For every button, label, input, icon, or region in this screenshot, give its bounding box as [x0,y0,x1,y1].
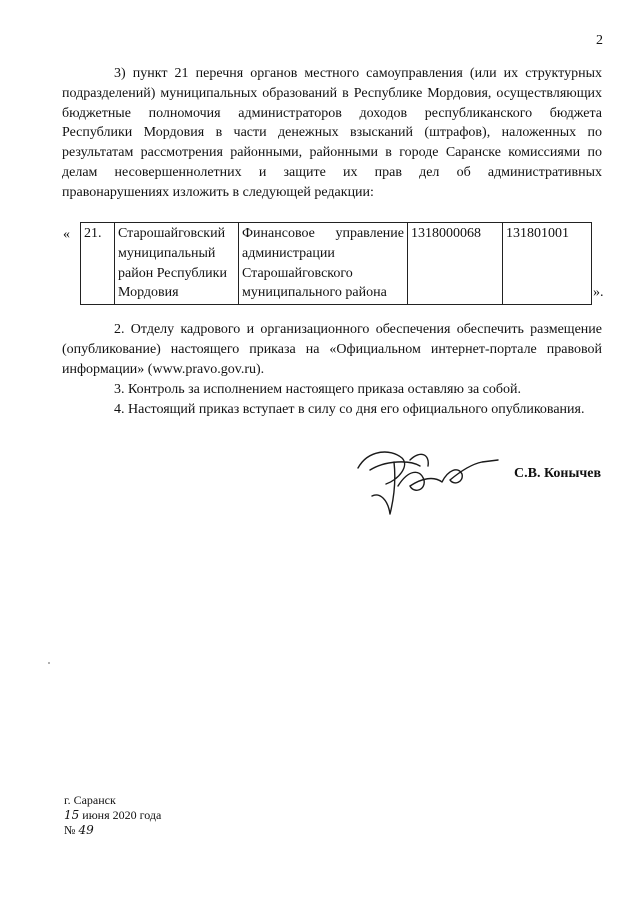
footer-number-label: № [64,823,79,837]
item-4: 4. Настоящий приказ вступает в силу со дня его официального опубликования. [114,402,585,417]
row-number-cell: 21. [81,223,115,305]
quote-open: « [63,227,70,242]
code-1-cell: 1318000068 [408,223,503,305]
quote-close: ». [593,285,604,300]
footer-date [64,808,161,823]
table-row [81,223,592,305]
amendment-table [80,222,592,305]
item-2: 2. Отделу кадрового и организационного обеспечения обеспечить размещение (опубликование) настоящего приказа на «Официальном интернет-портале правовой информации» (www.pravo.gov.ru). [62,322,602,377]
municipality-cell: Старошайговский муниципальный район Республики Мордовия [115,223,239,305]
organization-cell: Финансовое управление администрации Старошайговского муниципального района [239,223,408,305]
signer-name: С.В. Конычев [514,466,602,481]
scan-speck [48,662,50,664]
footer-city: г. Саранск [64,793,116,807]
footer-date-rest: июня 2020 года [79,808,162,822]
footer-number-value: 49 [78,823,94,837]
page-number: 2 [596,33,603,48]
handwritten-signature [350,440,500,515]
paragraph-3: 3) пункт 21 перечня органов местного самоуправления (или их структурных подразделений) муниципальных образований в Республике Мордовия, осуществляющих бюджетные полномочия администраторов доходов республиканского бюджета Республики Мордовия в части денежных взысканий (штрафов), наложенных по результатам рассмотрения районными, районными в городе Саранске комиссиями по делам несовершеннолетних и защите их прав дел об административных правонарушениях изложить в следующей редакции: [62,66,602,200]
code-2-cell: 131801001 [503,223,592,305]
footer-date-day: 15 [64,808,80,822]
footer-number [64,823,94,838]
item-3: 3. Контроль за исполнением настоящего приказа оставляю за собой. [114,382,522,397]
